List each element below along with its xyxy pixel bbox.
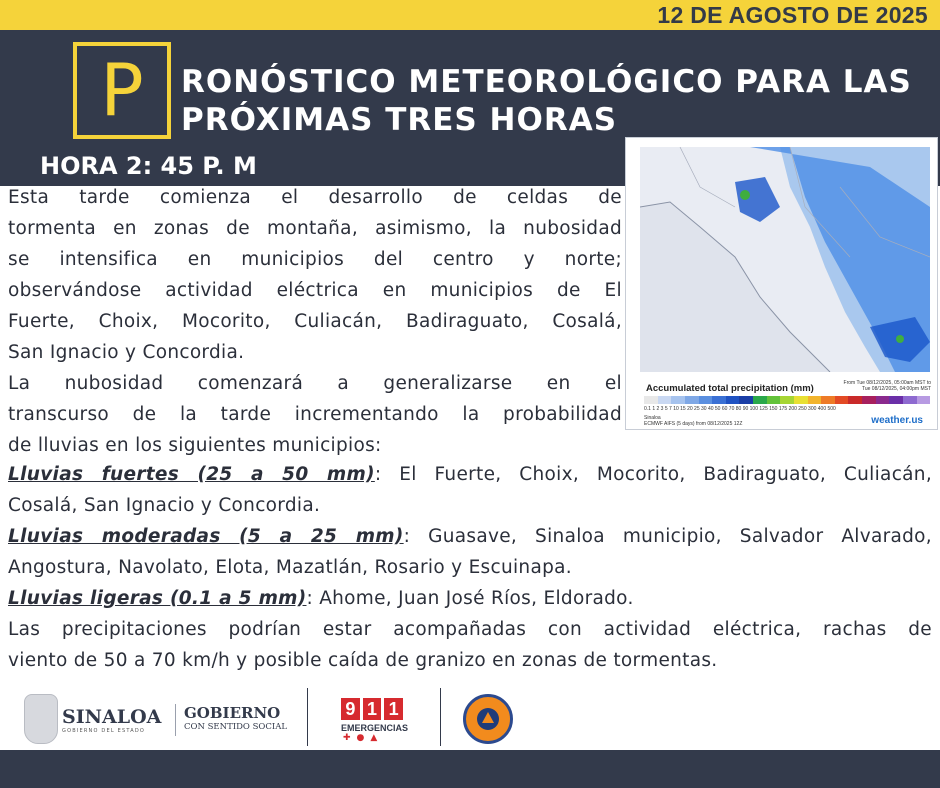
bulletin-date: 12 DE AGOSTO DE 2025	[657, 2, 928, 28]
text-line: tormenta en zonas de montaña, asimismo, la nubosidad	[8, 218, 622, 239]
civil-protection-triangle	[482, 712, 494, 723]
map-caption: Accumulated total precipitation (mm)	[646, 383, 814, 394]
strong-rain-municipalities: : El Fuerte, Choix, Mocorito, Badiraguato, Culiacán,	[374, 464, 933, 485]
date-bar	[0, 0, 940, 30]
sinaloa-logo-subtitle: GOBIERNO DEL ESTADO	[62, 728, 146, 734]
strong-rain-label: Lluvias fuertes (25 a 50 mm)	[8, 464, 375, 485]
emergency-911-logo	[341, 698, 403, 720]
map-image	[640, 147, 930, 372]
text-line: de lluvias en los siguientes municipios:	[8, 435, 382, 456]
footer-bar	[0, 750, 940, 788]
map-model-info	[644, 415, 742, 427]
paragraph-outlook	[8, 368, 622, 461]
text-line: San Ignacio y Concordia.	[8, 342, 245, 363]
text-line: La nubosidad comenzará a generalizarse en el	[8, 373, 622, 394]
rain-core-north	[740, 190, 750, 200]
forecast-time: HORA 2: 45 P. M	[40, 152, 257, 180]
text-line: Fuerte, Choix, Mocorito, Culiacán, Badiraguato, Cosalá,	[8, 311, 622, 332]
logo-strip	[0, 686, 940, 750]
logo-divider	[440, 688, 441, 746]
map-graphic	[640, 147, 930, 372]
initial-letter: P	[100, 48, 144, 132]
strong-rain-line-2: Cosalá, San Ignacio y Concordia.	[8, 495, 321, 516]
title-line-1: RONÓSTICO METEOROLÓGICO PARA LAS	[181, 64, 912, 100]
logo-divider	[307, 688, 308, 746]
sinaloa-logo-text: SINALOA	[62, 706, 162, 728]
moderate-rain-line-2: Angostura, Navolato, Elota, Mazatlán, Rosario y Escuinapa.	[8, 557, 572, 578]
precipitation-color-scale	[644, 396, 930, 404]
text-line: se intensifica en municipios del centro y norte;	[8, 249, 622, 270]
logo-divider	[175, 704, 176, 736]
gobierno-logo-text: GOBIERNO	[184, 704, 281, 722]
moderate-rain-municipalities: : Guasave, Sinaloa municipio, Salvador Alvarado,	[403, 526, 932, 547]
text-line: transcurso de la tarde incrementando la probabilidad	[8, 404, 622, 425]
state-seal-icon	[24, 694, 58, 744]
text-line: Esta tarde comienza el desarrollo de celdas de	[8, 187, 622, 208]
page-title	[181, 63, 931, 139]
map-model-run: ECMWF AIFS (5 days) from 08/12/2025 12Z	[644, 421, 743, 427]
rain-core-south	[896, 335, 904, 343]
text-line: observándose actividad eléctrica en municipios de El	[8, 280, 622, 301]
emergency-icons: ✚●▲	[343, 733, 384, 743]
civil-protection-logo-icon	[463, 694, 513, 744]
strong-rain-line-1	[8, 459, 932, 490]
light-rain-label: Lluvias ligeras (0.1 a 5 mm)	[8, 588, 307, 609]
digit: 9	[341, 698, 360, 720]
civil-protection-emblem	[477, 708, 499, 730]
light-rain-line	[8, 583, 932, 614]
title-line-2: PRÓXIMAS TRES HORAS	[181, 102, 618, 138]
light-rain-municipalities: : Ahome, Juan José Ríos, Eldorado.	[306, 588, 634, 609]
emergency-label: EMERGENCIAS	[341, 723, 409, 733]
precipitation-map	[625, 137, 938, 430]
closing-line-2: viento de 50 a 70 km/h y posible caída de granizo en zonas de tormentas.	[8, 650, 718, 671]
digit: 1	[363, 698, 382, 720]
map-region: Sinaloa	[644, 415, 661, 421]
digit: 1	[384, 698, 403, 720]
paragraph-intro	[8, 182, 622, 368]
closing-line-1: Las precipitaciones podrían estar acompañadas con actividad eléctrica, rachas de	[8, 619, 932, 640]
map-brand-logo: weather.us	[871, 415, 923, 426]
gobierno-logo-subtitle: CON SENTIDO SOCIAL	[184, 722, 288, 732]
initial-letter-box	[73, 42, 171, 139]
moderate-rain-label: Lluvias moderadas (5 a 25 mm)	[8, 526, 404, 547]
map-period-note: From Tue 08/12/2025, 05:00am MST to Tue 08/12/2025, 04:00pm MST	[843, 380, 931, 392]
moderate-rain-line-1	[8, 521, 932, 552]
rain-lists	[8, 459, 932, 676]
scale-labels: 0.1 1 2 3 5 7 10 15 20 25 30 40 50 60 70 80 90 100 125 150 175 200 250 300 400 500	[644, 406, 836, 412]
